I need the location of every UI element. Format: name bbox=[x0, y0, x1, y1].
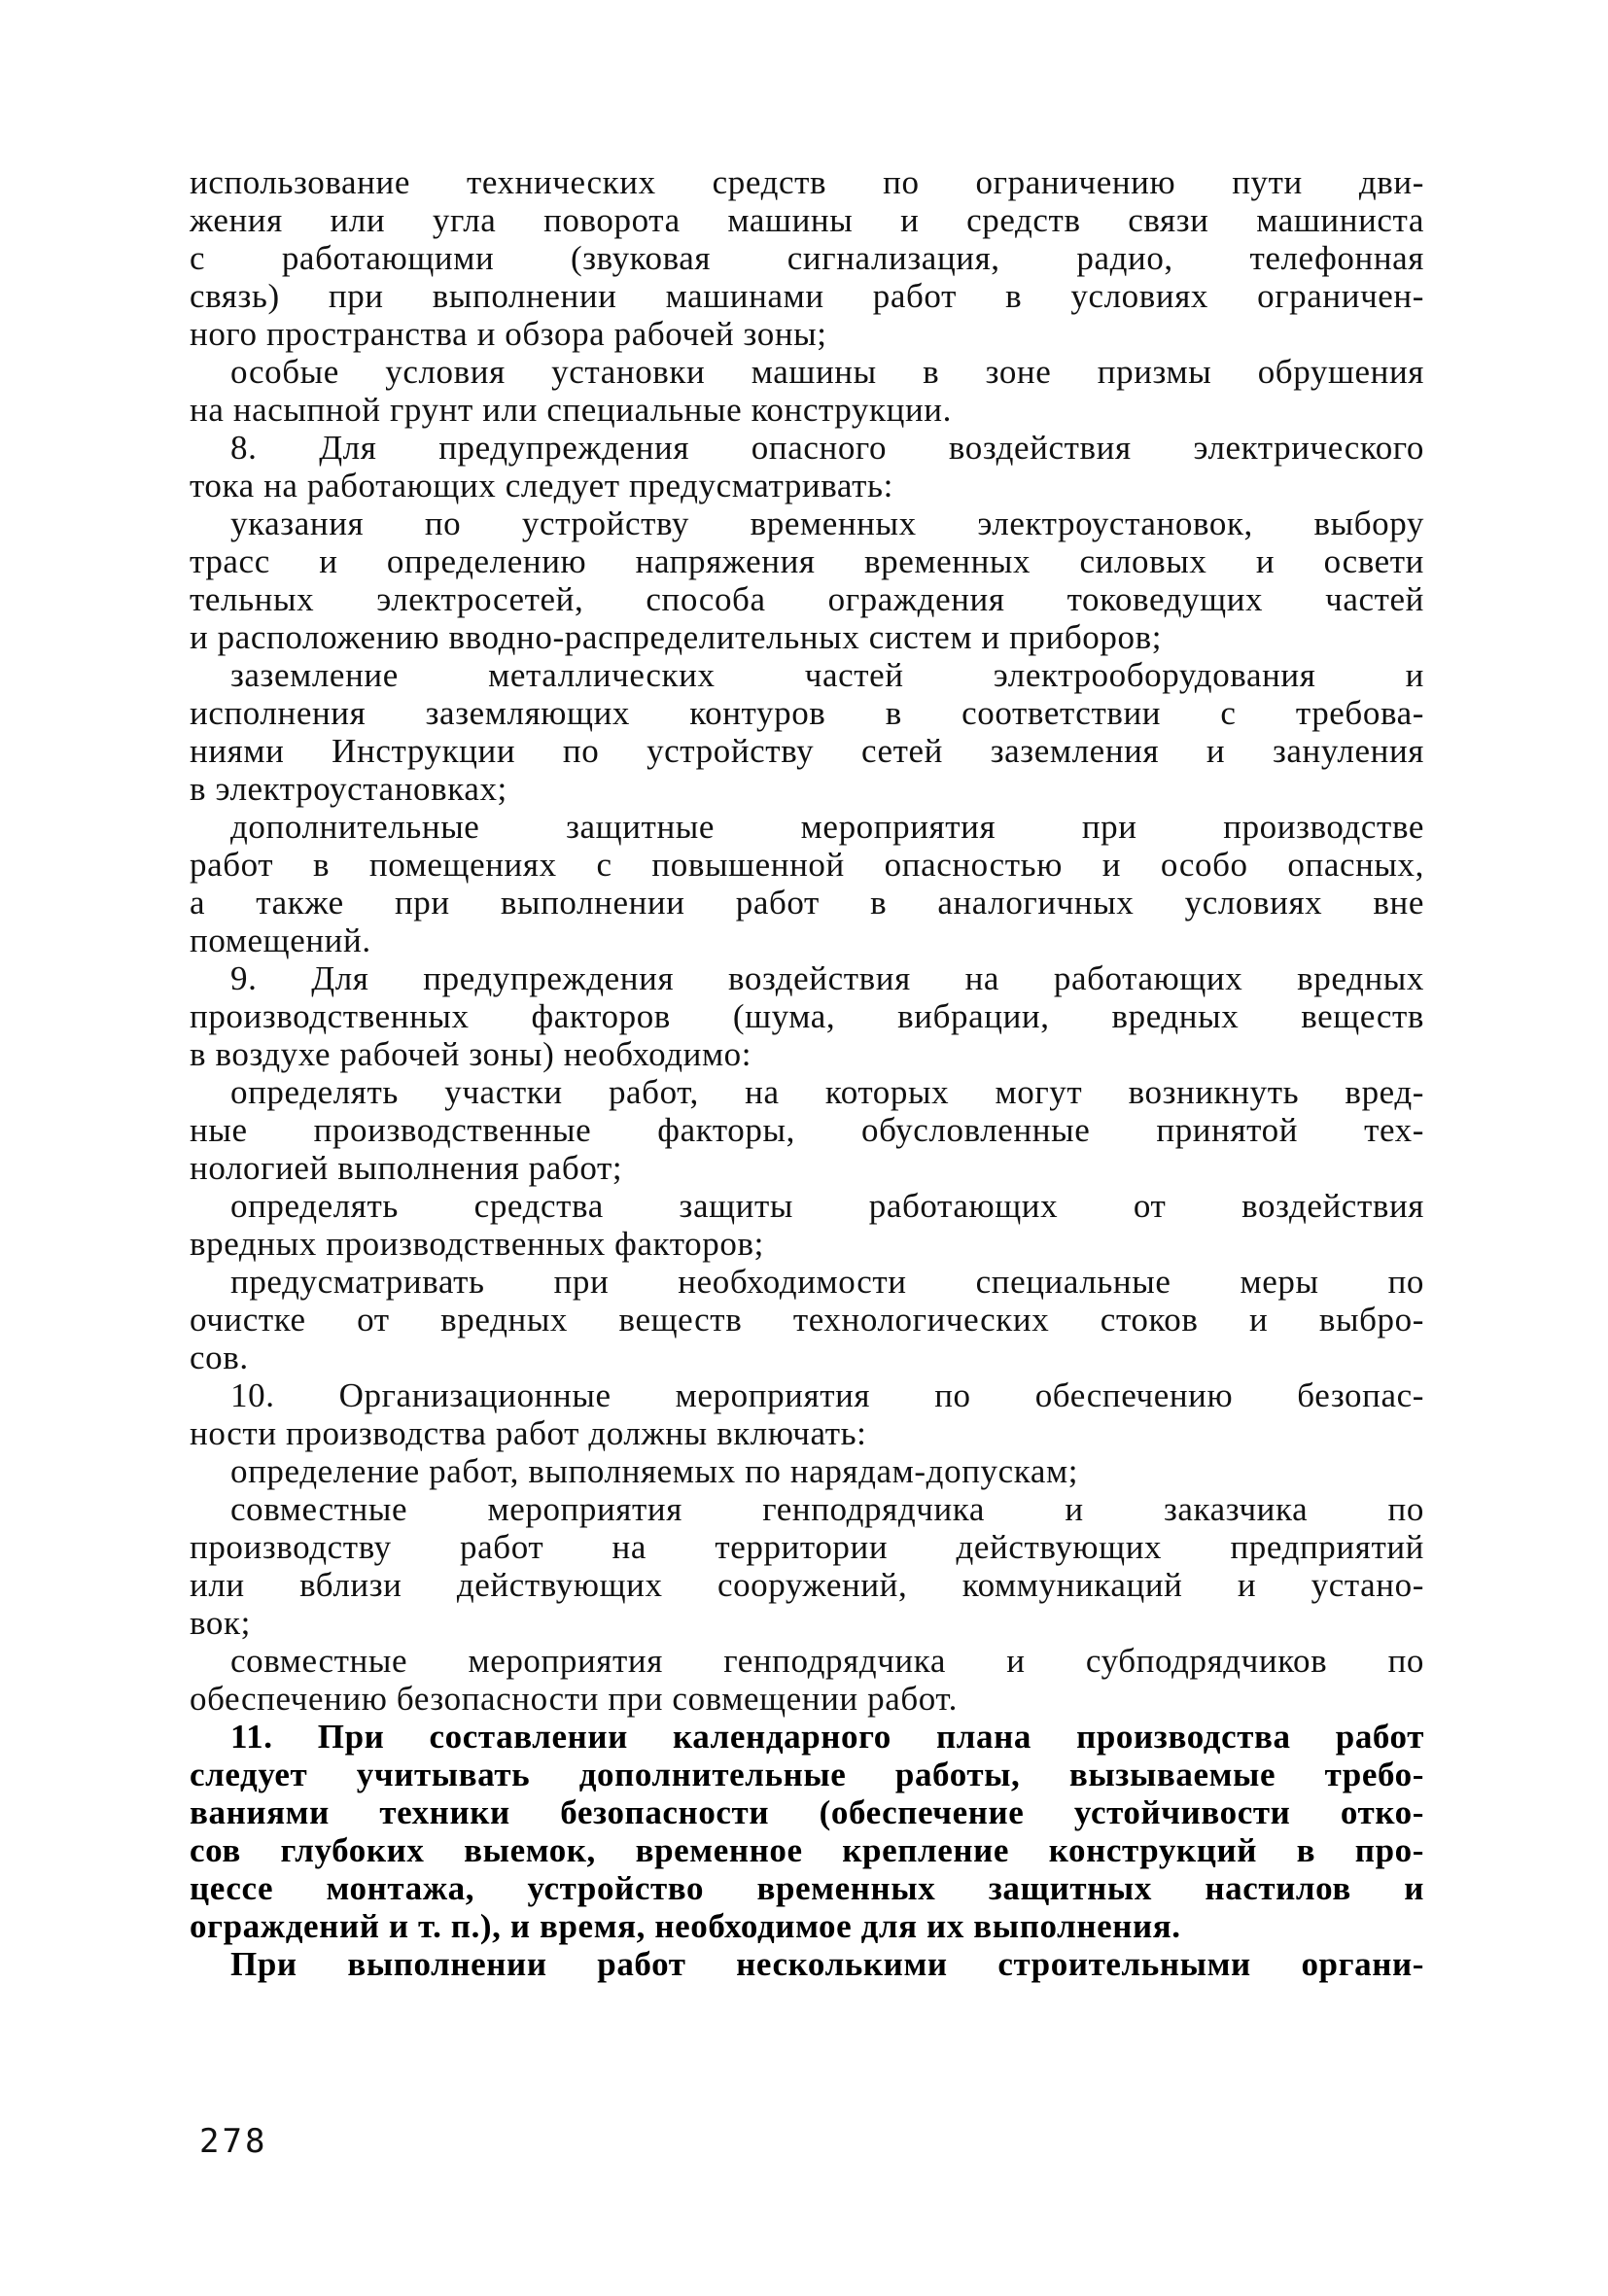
text-line: ности производства работ должны включать: bbox=[190, 1414, 867, 1452]
text-line: ограждений и т. п.), и время, необходимое для их выполнения. bbox=[190, 1907, 1181, 1945]
text-line: определять участки работ, на которых могут возникнуть вред- bbox=[230, 1073, 1424, 1111]
text-line: вок; bbox=[190, 1604, 251, 1642]
text-line: предусматривать при необходимости специальные меры по bbox=[230, 1263, 1424, 1301]
text-line: ные производственные факторы, обусловленные принятой тех- bbox=[190, 1111, 1424, 1149]
document-body bbox=[190, 163, 1424, 1983]
text-line: в электроустановках; bbox=[190, 770, 507, 808]
text-line: жения или угла поворота машины и средств связи машиниста bbox=[190, 201, 1424, 239]
text-line: 8. Для предупреждения опасного воздействия электрического bbox=[230, 429, 1424, 467]
text-line: с работающими (звуковая сигнализация, радио, телефонная bbox=[190, 239, 1424, 277]
text-line: сов глубоких выемок, временное крепление конструкций в про- bbox=[190, 1831, 1424, 1869]
text-line: или вблизи действующих сооружений, коммуникаций и устано- bbox=[190, 1566, 1424, 1604]
text-line: ваниями техники безопасности (обеспечение устойчивости отко- bbox=[190, 1793, 1424, 1831]
text-line: заземление металлических частей электрооборудования и bbox=[230, 656, 1424, 694]
text-line: 11. При составлении календарного плана производства работ bbox=[230, 1718, 1424, 1756]
text-line: указания по устройству временных электроустановок, выбору bbox=[230, 504, 1424, 542]
text-line: трасс и определению напряжения временных силовых и освети bbox=[190, 542, 1424, 580]
text-line: очистке от вредных веществ технологических стоков и выбро- bbox=[190, 1301, 1424, 1339]
page-number: 278 bbox=[199, 2122, 268, 2161]
text-line: цессе монтажа, устройство временных защитных настилов и bbox=[190, 1869, 1424, 1907]
text-line: 10. Организационные мероприятия по обеспечению безопас- bbox=[230, 1376, 1424, 1414]
text-line: дополнительные защитные мероприятия при производстве bbox=[230, 808, 1424, 846]
text-line: определять средства защиты работающих от воздействия bbox=[230, 1187, 1424, 1225]
text-line: производству работ на территории действующих предприятий bbox=[190, 1528, 1424, 1566]
text-line: связь) при выполнении машинами работ в условиях ограничен- bbox=[190, 277, 1424, 315]
text-line: При выполнении работ несколькими строительными органи- bbox=[230, 1945, 1424, 1983]
text-line: исполнения заземляющих контуров в соответствии с требова- bbox=[190, 694, 1424, 732]
text-line: работ в помещениях с повышенной опасностью и особо опасных, bbox=[190, 846, 1424, 884]
text-line: особые условия установки машины в зоне призмы обрушения bbox=[230, 353, 1424, 391]
text-line: следует учитывать дополнительные работы, вызываемые требо- bbox=[190, 1756, 1424, 1793]
text-line: сов. bbox=[190, 1339, 249, 1376]
text-line: нологией выполнения работ; bbox=[190, 1149, 623, 1187]
text-line: а также при выполнении работ в аналогичных условиях вне bbox=[190, 884, 1424, 922]
text-line: и расположению вводно-распределительных систем и приборов; bbox=[190, 618, 1163, 656]
text-line: ного пространства и обзора рабочей зоны; bbox=[190, 315, 827, 353]
text-line: помещений. bbox=[190, 922, 371, 959]
text-line: тельных электросетей, способа ограждения токоведущих частей bbox=[190, 580, 1424, 618]
text-line: производственных факторов (шума, вибрации, вредных веществ bbox=[190, 997, 1424, 1035]
text-line: определение работ, выполняемых по нарядам-допускам; bbox=[230, 1452, 1079, 1490]
text-line: совместные мероприятия генподрядчика и заказчика по bbox=[230, 1490, 1424, 1528]
text-line: ниями Инструкции по устройству сетей заземления и зануления bbox=[190, 732, 1424, 770]
text-line: совместные мероприятия генподрядчика и субподрядчиков по bbox=[230, 1642, 1424, 1680]
text-line: в воздухе рабочей зоны) необходимо: bbox=[190, 1035, 752, 1073]
text-line: вредных производственных факторов; bbox=[190, 1225, 764, 1263]
text-line: использование технических средств по ограничению пути дви- bbox=[190, 163, 1424, 201]
text-line: 9. Для предупреждения воздействия на работающих вредных bbox=[230, 959, 1424, 997]
text-line: тока на работающих следует предусматривать: bbox=[190, 467, 893, 504]
text-line: на насыпной грунт или специальные конструкции. bbox=[190, 391, 952, 429]
text-line: обеспечению безопасности при совмещении работ. bbox=[190, 1680, 958, 1718]
